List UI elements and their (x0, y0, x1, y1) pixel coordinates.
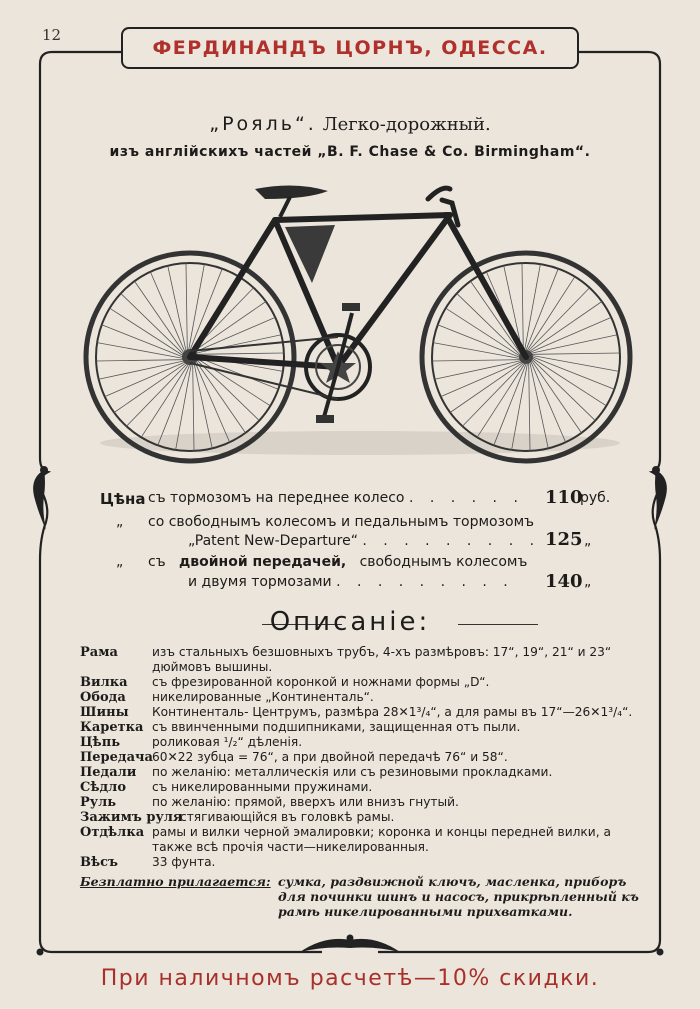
included-label: Безплатно прилагается: (80, 874, 271, 889)
included-text: сумка, раздвижной ключъ, масленка, приборъ для починки шинъ и насосъ, прикрѣпленный къ рамѣ никелированными прихватками. (278, 874, 639, 919)
spec-value: изъ стальныхъ безшовныхъ трубъ, 4-хъ размѣровъ: 17“, 19“, 21“ и 23“ дюймовъ вышины. (152, 645, 612, 674)
price-option-text: со свободнымъ колесомъ и педальнымъ тормозомъ (148, 514, 535, 530)
spec-value: рамы и вилки черной эмалировки; коронка и концы передней вилки, а также всѣ прочія части—никелированныя. (152, 825, 611, 854)
spec-value: по желанію: прямой, вверхъ или внизъ гнутый. (152, 795, 459, 809)
frame-ornament-left (40, 466, 48, 474)
spec-label: Отдѣлка (80, 825, 145, 840)
price-option-text: съ тормозомъ на переднее колесо (148, 490, 405, 506)
description-title: Описаніе: (269, 607, 431, 637)
price-amount: 110 (545, 487, 583, 508)
spec-value: съ ввинченными подшипниками, защищенная отъ пыли. (152, 720, 521, 734)
price-amount: 125 (545, 529, 583, 550)
spec-label: Обода (80, 690, 126, 705)
page-number: 12 (42, 26, 62, 44)
spec-value: никелированные „Континенталь“. (152, 690, 374, 704)
spec-value: 60✕22 зубца = 76“, а при двойной передачѣ 76“ и 58“. (152, 750, 508, 764)
price-option-bold: двойной передачей, (178, 554, 347, 570)
spec-label: Цѣпь (80, 735, 121, 750)
spec-label: Передача (80, 750, 153, 765)
discount-footer: При наличномъ расчетѣ—10% скидки. (100, 966, 600, 991)
product-subtitle: изъ англійскихъ частей „B. F. Chase & Co. Birmingham“. (109, 144, 591, 160)
spec-label: Зажимъ руля (80, 810, 183, 825)
product-type: Легко-дорожный. (322, 114, 491, 135)
currency: руб. (580, 490, 611, 506)
spec-value: 33 фунта. (152, 855, 216, 869)
product-title (0, 113, 700, 135)
spec-value: роликовая ¹/₂“ дѣленія. (152, 735, 303, 749)
spec-label: Шины (80, 705, 129, 720)
price-option-continuation: и двумя тормозами (188, 574, 332, 590)
spec-label: Каретка (80, 720, 144, 735)
price-option-continuation: „Patent New-Departure“ (188, 533, 358, 549)
spec-value: стягивающійся въ головкѣ рамы. (180, 810, 395, 824)
product-name: „Рояль“. (209, 113, 317, 135)
frame-ornament-right (652, 466, 660, 474)
spec-label: Педали (80, 765, 137, 780)
header-box (121, 27, 579, 69)
price-amount: 140 (545, 571, 583, 592)
header-title: ФЕРДИНАНДЪ ЦОРНЪ, ОДЕССА. (152, 37, 548, 59)
spec-label: Рама (80, 645, 118, 660)
price-label: Цѣна (100, 490, 146, 508)
spec-label: Вилка (80, 675, 128, 690)
spec-label: Руль (80, 795, 117, 810)
spec-value: съ фрезированной коронкой и ножнами формы „D“. (152, 675, 490, 689)
spec-value: по желанію: металлическія или съ резиновыми прокладками. (152, 765, 553, 779)
price-option-text: свободнымъ колесомъ (359, 554, 528, 570)
bottom-ornament (347, 935, 354, 942)
bicycle-illustration (80, 175, 640, 475)
spec-value: съ никелированными пружинами. (152, 780, 373, 794)
spec-label: Вѣсъ (80, 855, 119, 870)
spec-value: Континенталь- Центрумъ, размѣра 28✕1³/₄“, а для рамы въ 17“—26✕1³/₄“. (152, 705, 633, 719)
spec-label: Сѣдло (80, 780, 126, 795)
